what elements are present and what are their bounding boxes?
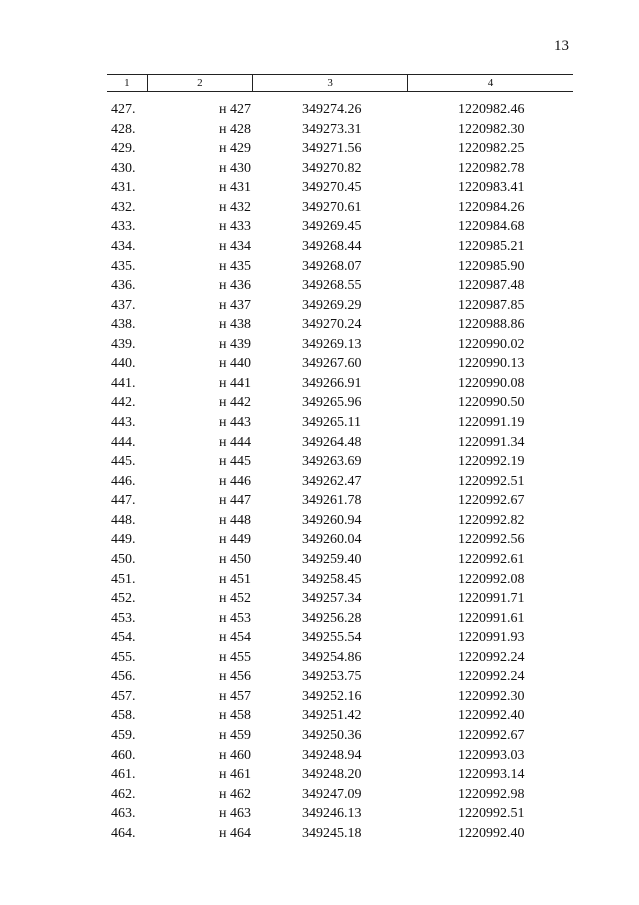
row-index: 448. <box>111 512 136 528</box>
coord-x: 349257.34 <box>302 591 362 607</box>
point-name: н 463 <box>219 806 251 822</box>
row-index: 430. <box>111 160 136 176</box>
point-name: н 454 <box>219 630 251 646</box>
coord-x: 349270.82 <box>302 160 362 176</box>
point-name: н 443 <box>219 415 251 430</box>
header-col-3: 3 <box>252 75 407 91</box>
coord-x: 349269.29 <box>302 297 362 313</box>
point-name: н 450 <box>219 551 251 567</box>
table-row <box>107 178 573 198</box>
table-row <box>107 452 573 472</box>
table-row <box>107 276 573 296</box>
coord-x: 349274.26 <box>302 102 362 117</box>
coord-x: 349260.04 <box>302 532 362 548</box>
coord-y: 1220990.08 <box>458 375 525 391</box>
table-row <box>107 139 573 159</box>
coord-y: 1220990.13 <box>458 356 525 372</box>
header-col-2: 2 <box>147 75 252 91</box>
point-name: н 439 <box>219 336 251 352</box>
coord-x: 349255.54 <box>302 630 362 646</box>
coord-x: 349273.31 <box>302 121 362 137</box>
page-number: 13 <box>554 38 569 54</box>
point-name: н 445 <box>219 454 251 470</box>
coord-x: 349245.18 <box>302 825 362 841</box>
row-index: 454. <box>111 630 136 646</box>
table-row <box>107 570 573 590</box>
table-row <box>107 120 573 140</box>
point-name: н 449 <box>219 532 251 548</box>
coord-y: 1220983.41 <box>458 180 525 196</box>
coord-x: 349252.16 <box>302 688 362 704</box>
point-name: н 455 <box>219 649 251 665</box>
coord-y: 1220992.67 <box>458 728 525 743</box>
coord-y: 1220988.86 <box>458 317 525 333</box>
coord-y: 1220992.40 <box>458 825 525 841</box>
coord-x: 349270.24 <box>302 317 362 333</box>
row-index: 436. <box>111 278 136 294</box>
table-row <box>107 628 573 648</box>
coord-y: 1220982.30 <box>458 121 525 137</box>
row-index: 445. <box>111 454 136 470</box>
coord-x: 349265.96 <box>302 395 362 411</box>
point-name: н 441 <box>219 375 251 391</box>
coord-x: 349264.48 <box>302 434 362 450</box>
coord-y: 1220987.48 <box>458 278 525 294</box>
table-row <box>107 100 573 120</box>
point-name: н 460 <box>219 747 251 763</box>
coord-y: 1220992.82 <box>458 512 525 528</box>
point-name: н 461 <box>219 767 251 783</box>
coord-y: 1220982.25 <box>458 141 525 157</box>
table-row <box>107 433 573 453</box>
row-index: 459. <box>111 728 136 743</box>
point-name: н 437 <box>219 297 251 313</box>
coord-x: 349268.07 <box>302 258 362 274</box>
coord-y: 1220992.51 <box>458 806 525 822</box>
point-name: н 428 <box>219 121 251 137</box>
coord-x: 349260.94 <box>302 512 362 528</box>
point-name: н 456 <box>219 669 251 685</box>
row-index: 440. <box>111 356 136 372</box>
table-row <box>107 296 573 316</box>
coord-x: 349251.42 <box>302 708 362 724</box>
table-row <box>107 530 573 550</box>
coord-x: 349268.55 <box>302 278 362 294</box>
coord-y: 1220982.78 <box>458 160 525 176</box>
point-name: н 444 <box>219 434 251 450</box>
row-index: 446. <box>111 473 136 489</box>
point-name: н 434 <box>219 238 251 254</box>
coord-y: 1220992.30 <box>458 688 525 704</box>
coord-y: 1220991.34 <box>458 434 525 450</box>
coord-y: 1220992.19 <box>458 454 525 470</box>
row-index: 449. <box>111 532 136 548</box>
row-index: 452. <box>111 591 136 607</box>
row-index: 451. <box>111 571 136 587</box>
coord-x: 349269.45 <box>302 219 362 235</box>
row-index: 453. <box>111 610 136 626</box>
table-row <box>107 726 573 746</box>
coord-x: 349248.94 <box>302 747 362 763</box>
row-index: 438. <box>111 317 136 333</box>
coord-x: 349266.91 <box>302 375 362 391</box>
coord-y: 1220992.67 <box>458 493 525 509</box>
row-index: 432. <box>111 199 136 215</box>
row-index: 450. <box>111 551 136 567</box>
coord-x: 349253.75 <box>302 669 362 685</box>
coord-y: 1220992.24 <box>458 649 525 665</box>
point-name: н 447 <box>219 493 251 509</box>
row-index: 464. <box>111 825 136 841</box>
table-header <box>107 74 573 92</box>
coord-y: 1220990.50 <box>458 395 525 411</box>
row-index: 447. <box>111 493 136 509</box>
row-index: 462. <box>111 786 136 802</box>
row-index: 441. <box>111 375 136 391</box>
coord-x: 349270.45 <box>302 180 362 196</box>
row-index: 460. <box>111 747 136 763</box>
row-index: 442. <box>111 395 136 411</box>
row-index: 439. <box>111 336 136 352</box>
table-row <box>107 491 573 511</box>
row-index: 461. <box>111 767 136 783</box>
coord-y: 1220993.03 <box>458 747 525 763</box>
coord-y: 1220992.24 <box>458 669 525 685</box>
coord-x: 349258.45 <box>302 571 362 587</box>
coord-y: 1220984.68 <box>458 219 525 235</box>
row-index: 444. <box>111 434 136 450</box>
row-index: 455. <box>111 649 136 665</box>
coord-y: 1220992.40 <box>458 708 525 724</box>
coord-x: 349261.78 <box>302 493 362 509</box>
point-name: н 440 <box>219 356 251 372</box>
table-row <box>107 335 573 355</box>
point-name: н 462 <box>219 786 251 802</box>
coord-x: 349265.11 <box>302 415 361 430</box>
point-name: н 457 <box>219 688 251 704</box>
coord-x: 349271.56 <box>302 141 362 157</box>
point-name: н 442 <box>219 395 251 411</box>
table-row <box>107 237 573 257</box>
table-row <box>107 159 573 179</box>
row-index: 437. <box>111 297 136 313</box>
point-name: н 436 <box>219 278 251 294</box>
table-row <box>107 354 573 374</box>
coord-y: 1220991.71 <box>458 591 525 607</box>
table-row <box>107 785 573 805</box>
coord-x: 349256.28 <box>302 610 362 626</box>
row-index: 443. <box>111 415 136 430</box>
coord-y: 1220991.61 <box>458 610 525 626</box>
coord-y: 1220982.46 <box>458 102 525 117</box>
row-index: 435. <box>111 258 136 274</box>
table-row <box>107 511 573 531</box>
point-name: н 453 <box>219 610 251 626</box>
table-row <box>107 257 573 277</box>
row-index: 429. <box>111 141 136 157</box>
coordinates-table <box>107 74 573 843</box>
coord-y: 1220984.26 <box>458 199 525 215</box>
table-row <box>107 824 573 844</box>
row-index: 457. <box>111 688 136 704</box>
point-name: н 452 <box>219 591 251 607</box>
coord-x: 349263.69 <box>302 454 362 470</box>
point-name: н 458 <box>219 708 251 724</box>
row-index: 433. <box>111 219 136 235</box>
coord-y: 1220992.56 <box>458 532 525 548</box>
coord-x: 349248.20 <box>302 767 362 783</box>
table-row <box>107 413 573 433</box>
coord-y: 1220992.98 <box>458 786 525 802</box>
header-col-1: 1 <box>124 77 130 89</box>
coord-x: 349250.36 <box>302 728 362 743</box>
coord-x: 349246.13 <box>302 806 362 822</box>
point-name: н 429 <box>219 141 251 157</box>
point-name: н 430 <box>219 160 251 176</box>
table-row <box>107 472 573 492</box>
coord-x: 349269.13 <box>302 336 362 352</box>
point-name: н 432 <box>219 199 251 215</box>
coord-y: 1220993.14 <box>458 767 525 783</box>
row-index: 463. <box>111 806 136 822</box>
table-row <box>107 198 573 218</box>
coord-x: 349262.47 <box>302 473 362 489</box>
point-name: н 459 <box>219 728 251 743</box>
table-row <box>107 217 573 237</box>
coord-x: 349270.61 <box>302 199 362 215</box>
table-row <box>107 589 573 609</box>
point-name: н 446 <box>219 473 251 489</box>
point-name: н 448 <box>219 512 251 528</box>
coord-x: 349254.86 <box>302 649 362 665</box>
table-row <box>107 667 573 687</box>
row-index: 456. <box>111 669 136 685</box>
point-name: н 433 <box>219 219 251 235</box>
table-row <box>107 374 573 394</box>
point-name: н 435 <box>219 258 251 274</box>
coord-y: 1220992.51 <box>458 473 525 489</box>
table-row <box>107 706 573 726</box>
row-index: 428. <box>111 121 136 137</box>
coord-y: 1220992.08 <box>458 571 525 587</box>
coord-y: 1220987.85 <box>458 297 525 313</box>
coord-x: 349259.40 <box>302 551 362 567</box>
table-row <box>107 550 573 570</box>
coord-y: 1220992.61 <box>458 551 525 567</box>
table-row <box>107 393 573 413</box>
point-name: н 451 <box>219 571 251 587</box>
coord-y: 1220985.90 <box>458 258 525 274</box>
table-row <box>107 746 573 766</box>
row-index: 458. <box>111 708 136 724</box>
table-row <box>107 687 573 707</box>
header-col-4: 4 <box>407 75 573 91</box>
coord-y: 1220991.19 <box>458 415 525 430</box>
table-row <box>107 648 573 668</box>
coord-x: 349267.60 <box>302 356 362 372</box>
table-row <box>107 804 573 824</box>
table-body <box>107 100 573 843</box>
point-name: н 464 <box>219 825 251 841</box>
row-index: 431. <box>111 180 136 196</box>
table-row <box>107 765 573 785</box>
coord-x: 349247.09 <box>302 786 362 802</box>
coord-y: 1220990.02 <box>458 336 525 352</box>
coord-x: 349268.44 <box>302 238 362 254</box>
row-index: 434. <box>111 238 136 254</box>
point-name: н 438 <box>219 317 251 333</box>
point-name: н 431 <box>219 180 251 196</box>
table-row <box>107 315 573 335</box>
row-index: 427. <box>111 102 136 117</box>
table-row <box>107 609 573 629</box>
coord-y: 1220985.21 <box>458 238 525 254</box>
point-name: н 427 <box>219 102 251 117</box>
coord-y: 1220991.93 <box>458 630 525 646</box>
